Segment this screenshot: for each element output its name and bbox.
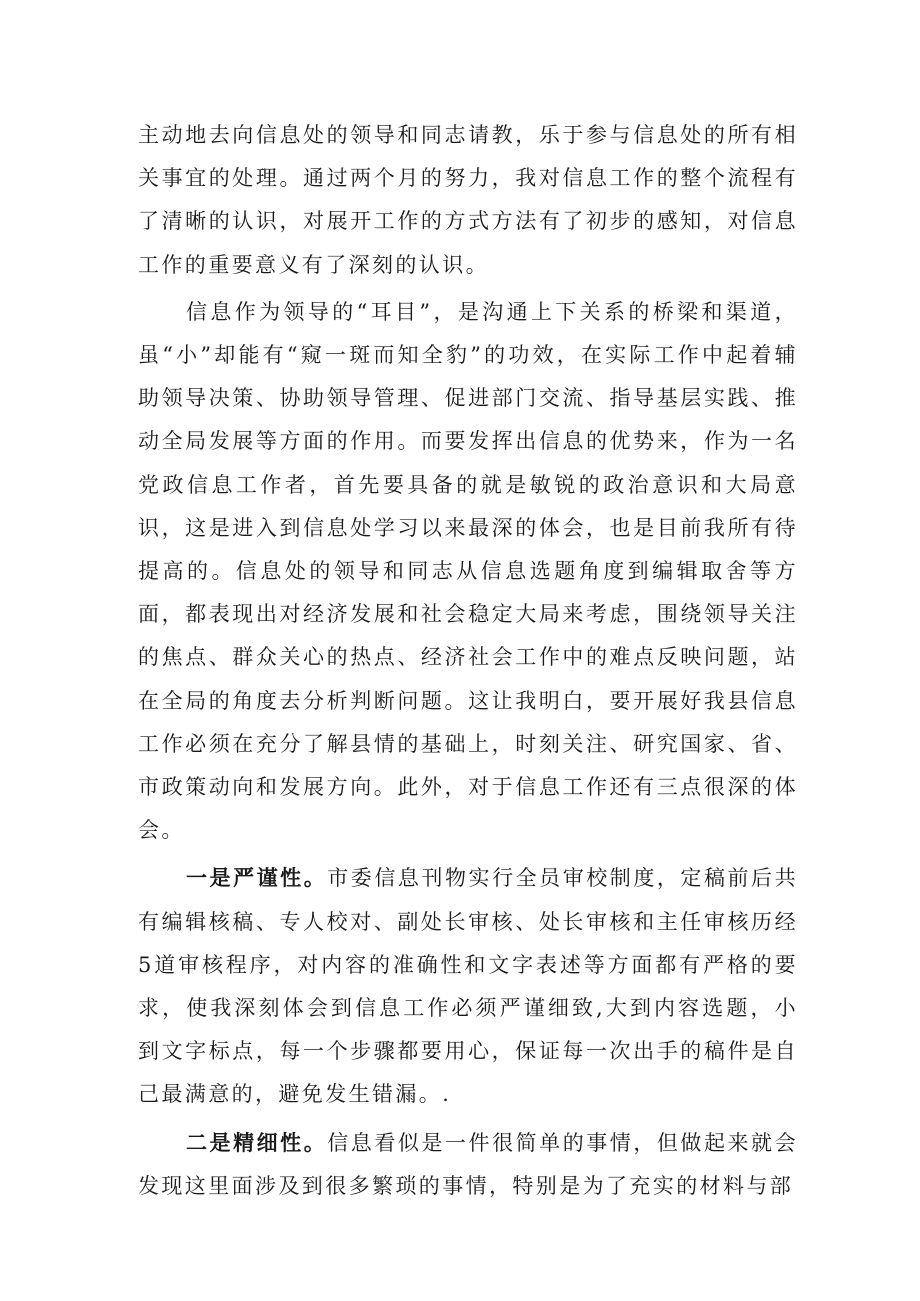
paragraph-continuation bbox=[138, 114, 798, 287]
paragraph-information-role bbox=[138, 291, 798, 853]
paragraph-lead-heading: 二是精细性。 bbox=[186, 1129, 328, 1155]
paragraph-lead-heading: 一是严谨性。 bbox=[186, 865, 328, 891]
paragraph-text: 信息作为领导的“耳目”，是沟通上下关系的桥梁和渠道，虽“小”却能有“窥一斑而知全豹”的功效，在实际工作中起着辅助领导决策、协助领导管理、促进部门交流、指导基层实践、推动全局发展等方面的作用。而要发挥出信息的优势来，作为一名党政信息工作者，首先要具备的就是敏锐的政治意识和大局意识，这是进入到信息处学习以来最深的体会，也是目前我所有待提高的。信息处的领导和同志从信息选题角度到编辑取舍等方面，都表现出对经济发展和社会稳定大局来考虑，围绕领导关注的焦点、群众关心的热点、经济社会工作中的难点反映问题，站在全局的角度去分析判断问题。这让我明白，要开展好我县信息工作必须在充分了解县情的基础上，时刻关注、研究国家、省、市政策动向和发展方向。此外，对于信息工作还有三点很深的体会。 bbox=[138, 299, 798, 843]
document-body bbox=[138, 114, 798, 1208]
paragraph-rigor bbox=[138, 856, 798, 1116]
paragraph-text: 信息看似是一件很简单的事情，但做起来就会发现这里面涉及到很多繁琐的事情，特别是为了充实的材料与部 bbox=[138, 1130, 798, 1198]
paragraph-text: 市委信息刊物实行全员审校制度，定稿前后共有编辑核稿、专人校对、副处长审核、处长审核和主任审核历经5道审核程序，对内容的准确性和文字表述等方面都有严格的要求，使我深刻体会到信息工作必须严谨细致,大到内容选题，小到文字标点，每一个步骤都要用心，保证每一次出手的稿件是自己最满意的，避免发生错漏。. bbox=[138, 866, 798, 1107]
paragraph-precision bbox=[138, 1121, 798, 1208]
paragraph-text: 主动地去向信息处的领导和同志请教，乐于参与信息处的所有相关事宜的处理。通过两个月的努力，我对信息工作的整个流程有了清晰的认识，对展开工作的方式方法有了初步的感知，对信息工作的重要意义有了深刻的认识。 bbox=[138, 123, 798, 277]
